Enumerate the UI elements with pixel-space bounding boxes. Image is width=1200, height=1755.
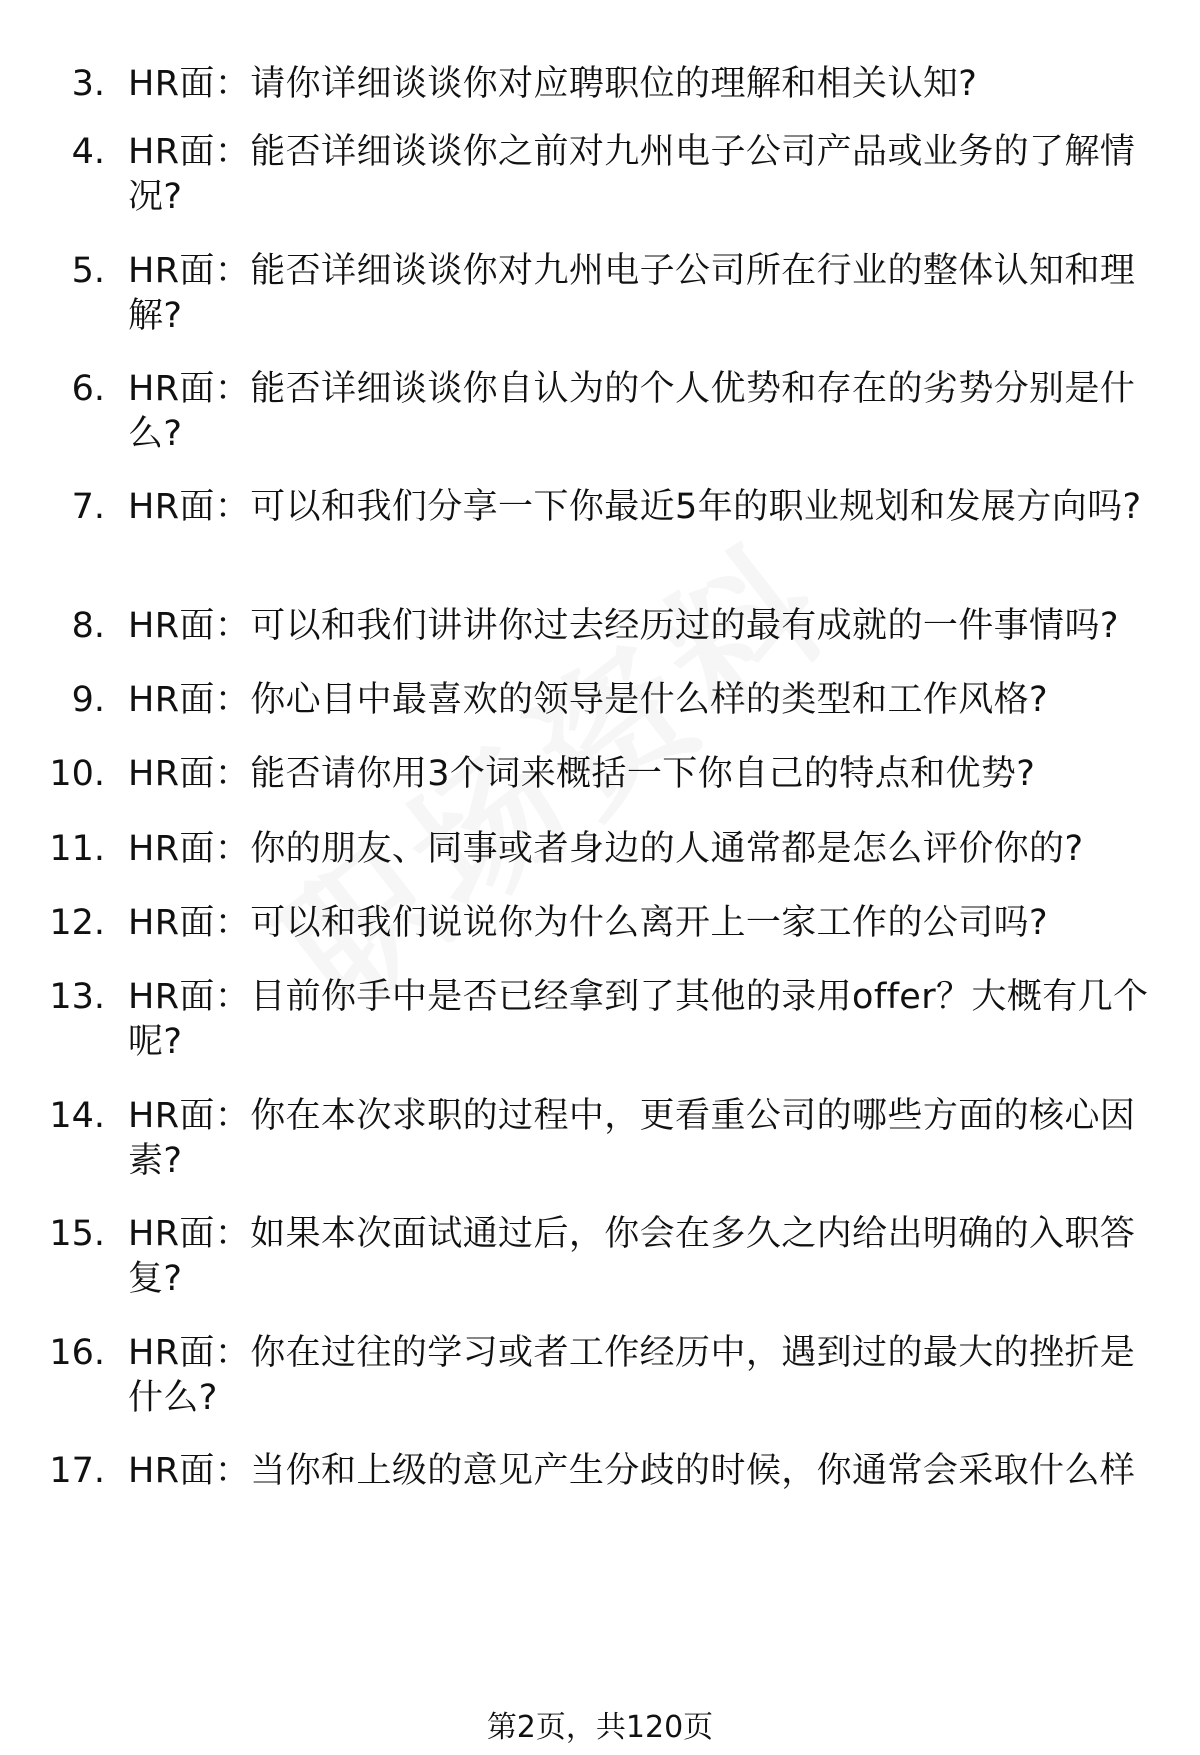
item-number: 8. <box>71 606 105 646</box>
item-text: HR面：能否请你用3个词来概括一下你自己的特点和优势? <box>128 754 1036 794</box>
item-number: 15. <box>49 1214 105 1254</box>
item-text: HR面：请你详细谈谈你对应聘职位的理解和相关认知? <box>128 64 978 104</box>
item-text: HR面：可以和我们说说你为什么离开上一家工作的公司吗? <box>128 903 1049 943</box>
item-text: HR面：当你和上级的意见产生分歧的时候，你通常会采取什么样 <box>128 1451 1136 1491</box>
item-text: HR面：你的朋友、同事或者身边的人通常都是怎么评价你的? <box>128 829 1084 869</box>
item-number: 7. <box>71 487 105 527</box>
page-footer: 第2页，共120页 <box>486 1710 714 1745</box>
item-text: HR面：能否详细谈谈你对九州电子公司所在行业的整体认知和理解? <box>128 251 1136 336</box>
item-number: 17. <box>49 1451 105 1491</box>
item-number: 10. <box>49 754 105 794</box>
item-text: HR面：能否详细谈谈你自认为的个人优势和存在的劣势分别是什么? <box>128 369 1136 454</box>
item-text: HR面：你在本次求职的过程中，更看重公司的哪些方面的核心因素? <box>128 1096 1136 1181</box>
item-text: HR面：你心目中最喜欢的领导是什么样的类型和工作风格? <box>128 680 1049 720</box>
item-text: HR面：你在过往的学习或者工作经历中，遇到过的最大的挫折是什么? <box>128 1333 1136 1418</box>
item-text: HR面：能否详细谈谈你之前对九州电子公司产品或业务的了解情况? <box>128 132 1136 217</box>
item-number: 5. <box>71 251 105 291</box>
item-text: HR面：如果本次面试通过后，你会在多久之内给出明确的入职答复? <box>128 1214 1136 1299</box>
item-text: HR面：可以和我们分享一下你最近5年的职业规划和发展方向吗? <box>128 487 1142 527</box>
item-number: 4. <box>71 132 105 172</box>
item-number: 11. <box>49 829 105 869</box>
item-number: 12. <box>49 903 105 943</box>
item-number: 14. <box>49 1096 105 1136</box>
item-number: 3. <box>71 64 105 104</box>
item-text: HR面：可以和我们讲讲你过去经历过的最有成就的一件事情吗? <box>128 606 1119 646</box>
item-number: 6. <box>71 369 105 409</box>
item-number: 16. <box>49 1333 105 1373</box>
item-number: 9. <box>71 680 105 720</box>
item-text: HR面：目前你手中是否已经拿到了其他的录用offer？大概有几个呢? <box>128 977 1149 1062</box>
item-number: 13. <box>49 977 105 1017</box>
